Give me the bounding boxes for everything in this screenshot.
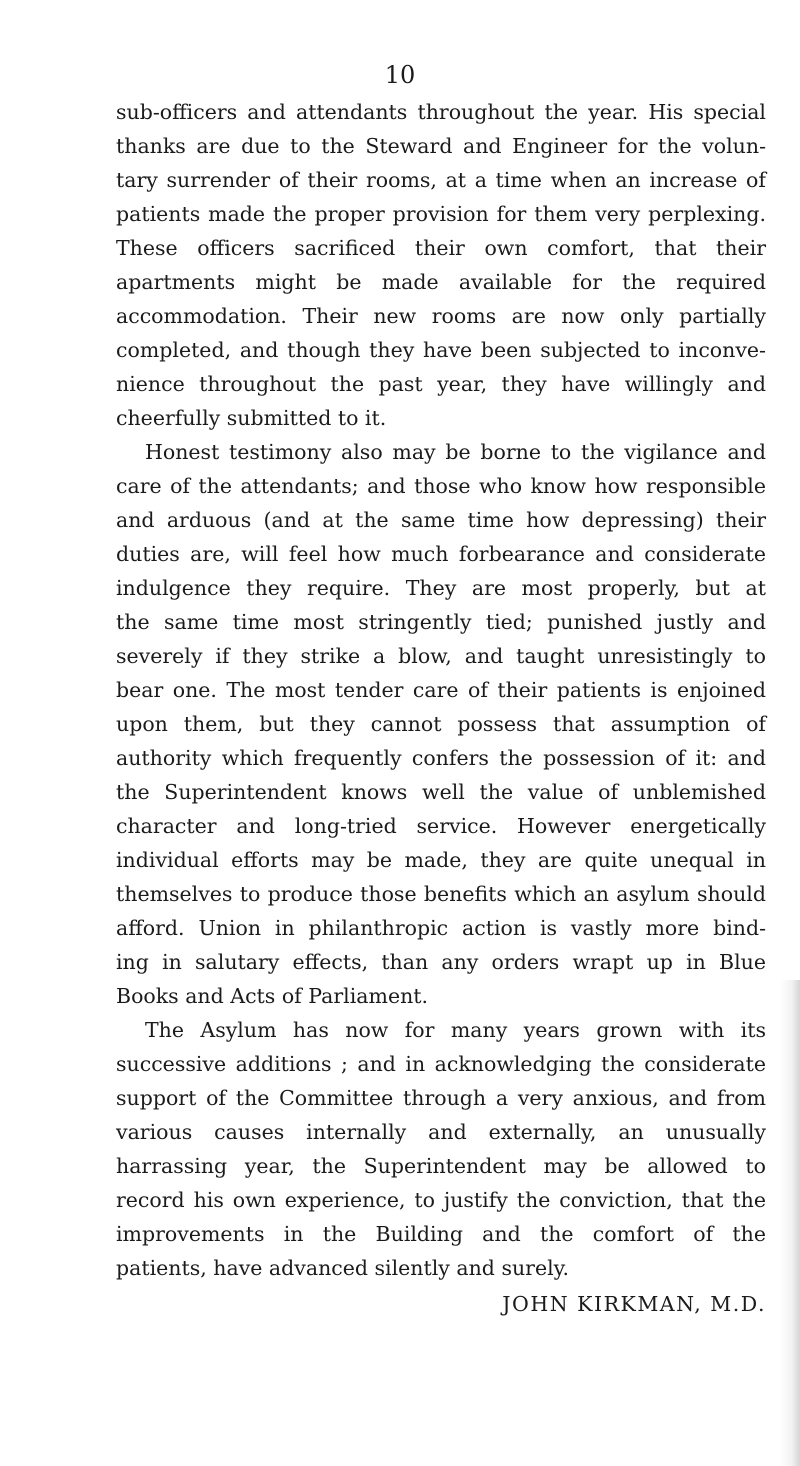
text-line: afford. Union in philanthropic action is vastly more bind- xyxy=(116,916,766,940)
text-line: harrassing year, the Superintendent may be allowed to xyxy=(116,1154,766,1178)
text-line: duties are, will feel how much forbearance and considerate xyxy=(116,542,766,566)
text-line: thanks are due to the Steward and Engineer for the volun- xyxy=(116,134,766,158)
text-line: apartments might be made available for the required xyxy=(116,270,766,294)
text-line: record his own experience, to justify the conviction, that the xyxy=(116,1188,766,1212)
signature: JOHN KIRKMAN, M.D. xyxy=(502,1292,766,1316)
text-line: bear one. The most tender care of their patients is enjoined xyxy=(116,678,766,702)
text-line: indulgence they require. They are most properly, but at xyxy=(116,576,766,600)
text-line: and arduous (and at the same time how depressing) their xyxy=(116,508,766,532)
text-line: improvements in the Building and the comfort of the xyxy=(116,1222,766,1246)
text-line: successive additions ; and in acknowledging the considerate xyxy=(116,1052,766,1076)
text-line: themselves to produce those benefits which an asylum should xyxy=(116,882,766,906)
text-line: tary surrender of their rooms, at a time when an increase of xyxy=(116,168,766,192)
text-line: severely if they strike a blow, and taught unresistingly to xyxy=(116,644,766,668)
text-line: ing in salutary effects, than any orders wrapt up in Blue xyxy=(116,950,766,974)
text-line: The Asylum has now for many years grown with its xyxy=(145,1018,766,1042)
text-line: authority which frequently confers the possession of it: and xyxy=(116,746,766,770)
text-line: sub-officers and attendants throughout the year. His special xyxy=(116,100,766,124)
text-line: character and long-tried service. However energetically xyxy=(116,814,766,838)
page-number: 10 xyxy=(384,61,416,89)
text-line: the Superintendent knows well the value of unblemished xyxy=(116,780,766,804)
text-line: upon them, but they cannot possess that assumption of xyxy=(116,712,766,736)
text-line: patients, have advanced silently and surely. xyxy=(116,1256,570,1280)
text-line: care of the attendants; and those who know how responsible xyxy=(116,474,766,498)
text-line: the same time most stringently tied; punished justly and xyxy=(116,610,766,634)
text-line: cheerfully submitted to it. xyxy=(116,406,387,430)
text-line: individual efforts may be made, they are quite unequal in xyxy=(116,848,766,872)
text-line: support of the Committee through a very anxious, and from xyxy=(116,1086,766,1110)
text-line: Honest testimony also may be borne to the vigilance and xyxy=(145,440,766,464)
text-line: various causes internally and externally, an unusually xyxy=(116,1120,766,1144)
text-line: completed, and though they have been subjected to inconve- xyxy=(116,338,766,362)
text-line: Books and Acts of Parliament. xyxy=(116,984,429,1008)
page-edge-shadow xyxy=(780,980,800,1466)
text-line: accommodation. Their new rooms are now only partially xyxy=(116,304,766,328)
text-line: nience throughout the past year, they have willingly and xyxy=(116,372,766,396)
text-line: These officers sacrificed their own comfort, that their xyxy=(116,236,766,260)
text-line: patients made the proper provision for them very perplexing. xyxy=(116,202,766,226)
